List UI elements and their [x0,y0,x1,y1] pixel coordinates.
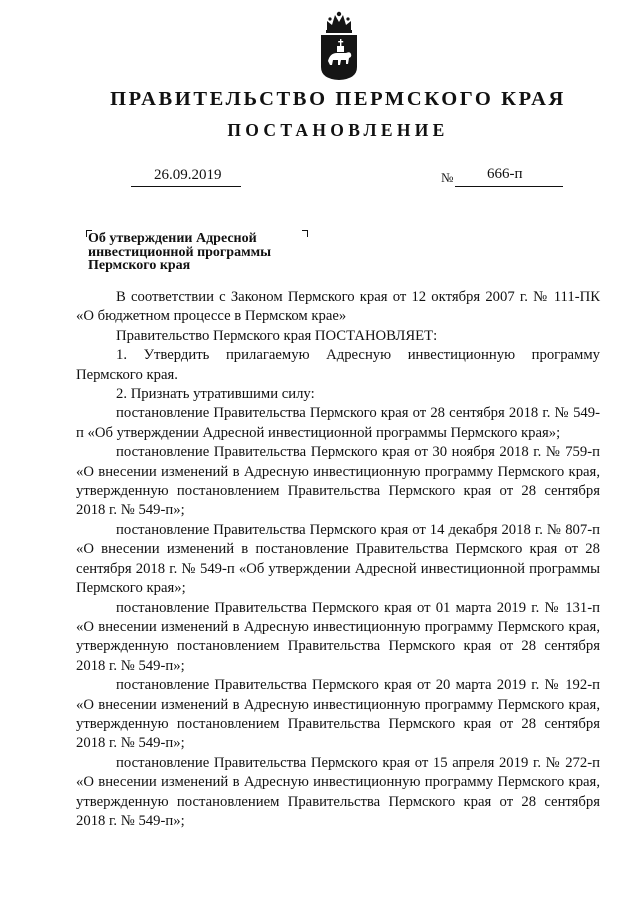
preamble-paragraph: В соответствии с Законом Пермского края от 12 октября 2007 г. № 111-ПК «О бюджетном процессе в Пермском крае» [76,289,600,325]
repealed-act-paragraph: постановление Правительства Пермского края от 15 апреля 2019 г. № 272-п «О внесении изменений в Адресную инвестиционную программу Пермского края, утвержденную постановлением Правительства Пермского края от 28 сентября 2018 г. № 549-п»; [76,754,600,829]
coat-of-arms-emblem [319,9,359,81]
item-1-paragraph: 1. Утвердить прилагаемую Адресную инвестиционную программу Пермского края. [76,347,600,383]
resolution-paragraph: Правительство Пермского края ПОСТАНОВЛЯЕТ: [116,327,438,344]
document-subject [88,232,318,273]
number-sign: № [441,170,454,185]
repealed-act-paragraph: постановление Правительства Пермского края от 14 декабря 2018 г. № 807-п «О внесении изменений в постановление Правительства Пермского края от 28 сентября 2018 г. № 549-п «Об утверждении Адресной инвестиционной программы Пермского края»; [76,521,600,597]
document-date: 26.09.2019 [154,167,222,183]
subject-line: Пермского края [88,258,191,273]
repealed-act-paragraph: постановление Правительства Пермского края от 28 сентября 2018 г. № 549-п «Об утверждении Адресной инвестиционной программы Пермского края»; [76,405,600,441]
document-body [76,288,600,831]
item-2-paragraph: 2. Признать утратившими силу: [116,386,315,403]
repealed-act-paragraph: постановление Правительства Пермского края от 01 марта 2019 г. № 131-п «О внесении изменений в Адресную инвестиционную программу Пермского края, утвержденную постановлением Правительства Пермского края от 28 сентября 2018 г. № 549-п»; [76,599,600,674]
repealed-act-paragraph: постановление Правительства Пермского края от 30 ноября 2018 г. № 759-п «О внесении изменений в Адресную инвестиционную программу Пермского края, утвержденную постановлением Правительства Пермского края от 28 сентября 2018 г. № 549-п»; [76,444,600,519]
document-number: 666-п [487,166,523,182]
government-title: ПРАВИТЕЛЬСТВО ПЕРМСКОГО КРАЯ [110,88,566,110]
document-type-title: ПОСТАНОВЛЕНИЕ [227,120,449,140]
repealed-act-paragraph: постановление Правительства Пермского края от 20 марта 2019 г. № 192-п «О внесении изменений в Адресную инвестиционную программу Пермского края, утвержденную постановлением Правительства Пермского края от 28 сентября 2018 г. № 549-п»; [76,677,600,752]
subject-line: инвестиционной программы [88,244,272,260]
subject-line: Об утверждении Адресной [88,231,257,246]
